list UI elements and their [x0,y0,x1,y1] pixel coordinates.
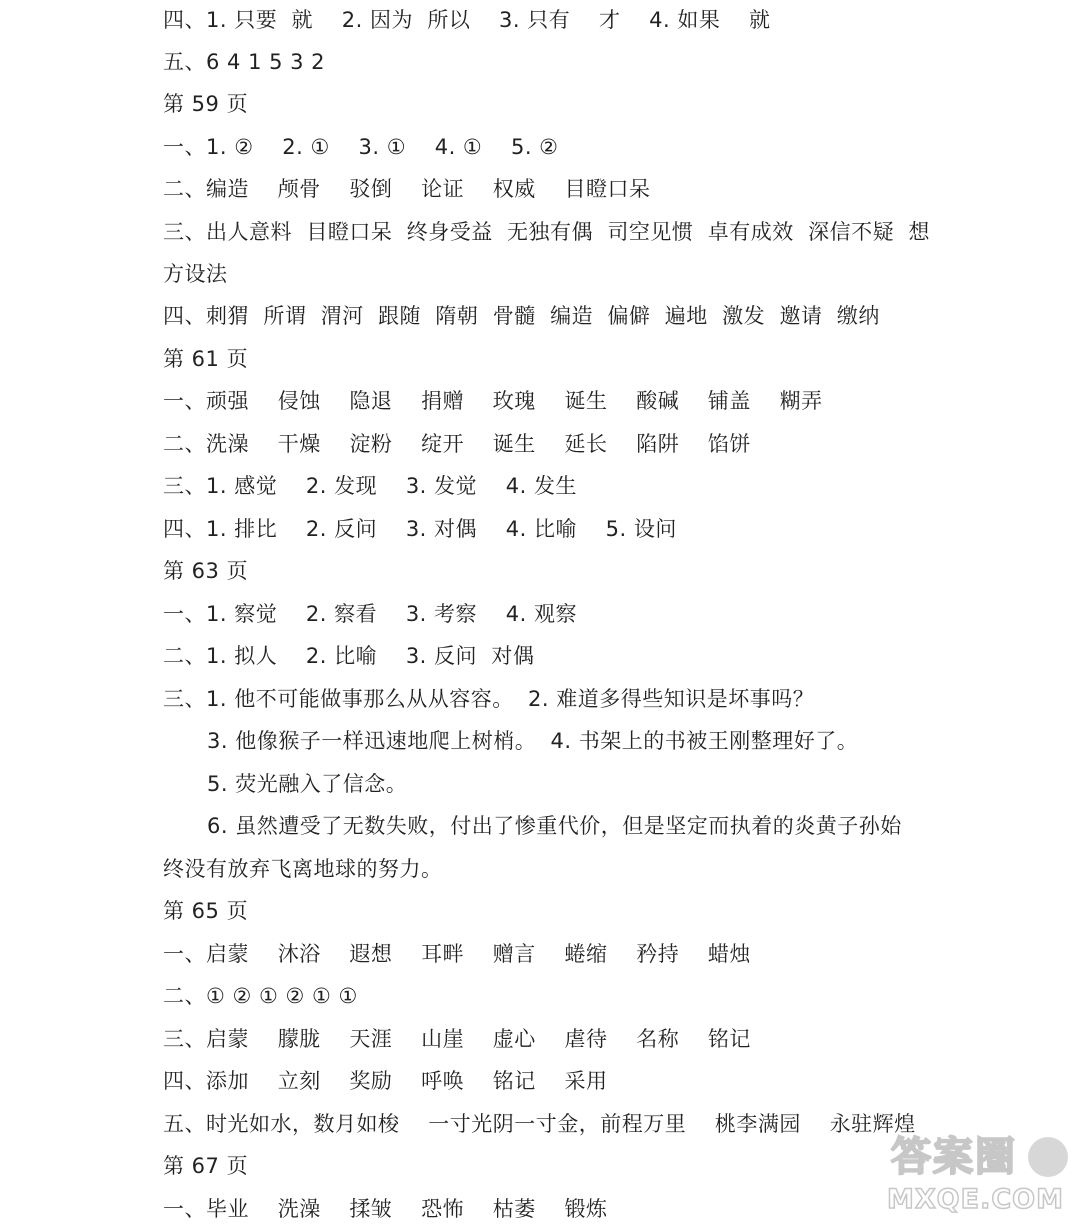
answer-line-si: 四、添加 立刻 奖励 呼唤 铭记 采用 [163,1069,608,1093]
page-heading-59: 第 59 页 [163,92,249,116]
page-heading-67: 第 67 页 [163,1154,249,1178]
answer-line-si: 四、1. 排比 2. 反问 3. 对偶 4. 比喻 5. 设问 [163,517,677,541]
answer-line-san-6-cont: 终没有放弃飞离地球的努力。 [163,857,443,881]
answer-line-san: 三、启蒙 朦胧 天涯 山崖 虚心 虐待 名称 铭记 [163,1027,751,1051]
answer-line-san-cont: 方设法 [163,262,228,286]
answer-line-yi: 一、1. 察觉 2. 察看 3. 考察 4. 观察 [163,602,577,626]
page-heading-63: 第 63 页 [163,559,249,583]
answer-line-er: 二、① ② ① ② ① ① [163,984,358,1008]
answer-line-yi: 一、启蒙 沐浴 遐想 耳畔 赠言 蜷缩 矜持 蜡烛 [163,942,751,966]
answer-line-er: 二、洗澡 干燥 淀粉 绽开 诞生 延长 陷阱 馅饼 [163,432,751,456]
answer-line-san-3-4: 3. 他像猴子一样迅速地爬上树梢。 4. 书架上的书被王刚整理好了。 [207,729,859,753]
answer-line-san-5: 5. 荧光融入了信念。 [207,772,408,796]
answer-line-san: 三、1. 感觉 2. 发现 3. 发觉 4. 发生 [163,474,577,498]
page-heading-61: 第 61 页 [163,347,249,371]
answer-line-san: 三、出人意料 目瞪口呆 终身受益 无独有偶 司空见惯 卓有成效 深信不疑 想 [163,220,930,244]
watermark-domain-text: MXQE.COM [887,1184,1064,1215]
answer-line-er: 二、1. 拟人 2. 比喻 3. 反问 对偶 [163,644,535,668]
answer-line-si-guanlianci: 四、1. 只要 就 2. 因为 所以 3. 只有 才 4. 如果 就 [163,8,771,32]
answer-line-wu-order: 五、6 4 1 5 3 2 [163,50,326,74]
watermark-top-text: 答案圈 [891,1134,1017,1180]
answer-line-yi: 一、1. ② 2. ① 3. ① 4. ① 5. ② [163,135,559,159]
answer-line-er: 二、编造 颅骨 驳倒 论证 权威 目瞪口呆 [163,177,651,201]
answer-line-yi: 一、顽强 侵蚀 隐退 捐赠 玫瑰 诞生 酸碱 铺盖 糊弄 [163,389,823,413]
site-watermark-logo [887,1133,1072,1219]
answer-line-yi: 一、毕业 洗澡 揉皱 恐怖 枯萎 锻炼 [163,1197,608,1221]
answer-line-wu: 五、时光如水，数月如梭 一寸光阴一寸金，前程万里 桃李满园 永驻辉煌 [163,1112,916,1136]
answer-line-san: 三、1. 他不可能做事那么从从容容。 2. 难道多得些知识是坏事吗？ [163,687,815,711]
page-heading-65: 第 65 页 [163,899,249,923]
answer-line-si: 四、刺猬 所谓 渭河 跟随 隋朝 骨髓 编造 偏僻 遍地 激发 邀请 缴纳 [163,304,880,328]
answer-line-san-6: 6. 虽然遭受了无数失败，付出了惨重代价，但是坚定而执着的炎黄子孙始 [207,814,902,838]
